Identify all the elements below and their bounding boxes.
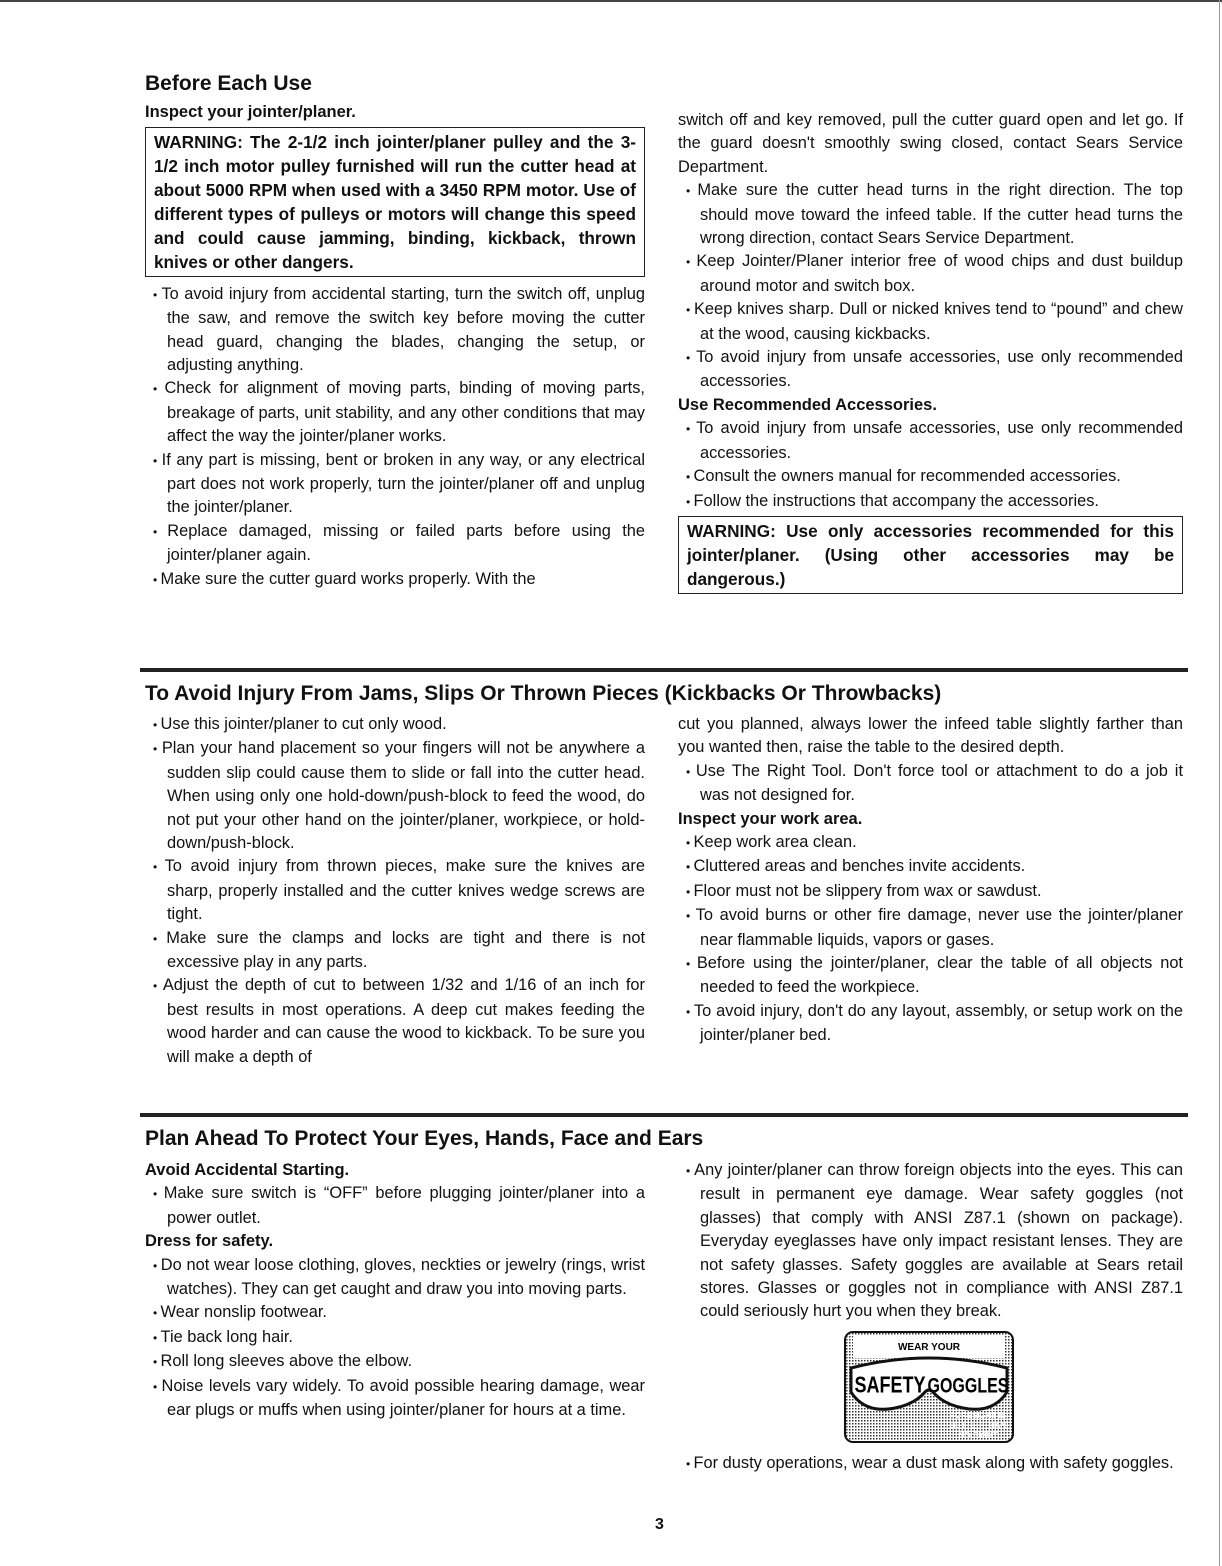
section-2-left-column xyxy=(145,713,645,1069)
section-2-right-column xyxy=(678,713,1183,1048)
bullet-item: • To avoid injury, don't do any layout, assembly, or setup work on the jointer/planer bed. xyxy=(678,1000,1183,1048)
logo-text: SAFETY xyxy=(854,1372,926,1398)
bullet-item: • To avoid burns or other fire damage, never use the jointer/planer near flammable liquids, vapors or gases. xyxy=(678,904,1183,952)
subheading: Dress for safety. xyxy=(145,1232,274,1251)
bullet-item: • Tie back long hair. xyxy=(145,1326,645,1350)
logo-text: GOGGLES xyxy=(927,1373,1009,1397)
bullet-item: • Floor must not be slippery from wax or sawdust. xyxy=(678,880,1183,904)
svg-text:BETTER THAN: BETTER THAN xyxy=(949,1420,1007,1430)
bullet-item: • Keep Jointer/Planer interior free of wood chips and dust buildup around motor and switch box. xyxy=(678,250,1183,298)
bullet-item: • To avoid injury from unsafe accessories, use only recommended accessories. xyxy=(678,417,1183,465)
bullet-item: • Make sure the cutter head turns in the right direction. The top should move toward the infeed table. If the cutter head turns the wrong direction, contact Sears Service Department. xyxy=(678,179,1183,250)
page-number: 3 xyxy=(655,1516,664,1533)
paragraph-continuation: switch off and key removed, pull the cutter guard open and let go. If the guard doesn't smoothly swing closed, contact Sears Service Department. xyxy=(678,111,1183,176)
section-title: Plan Ahead To Protect Your Eyes, Hands, Face and Ears xyxy=(145,1127,704,1150)
bullet-item: • Adjust the depth of cut to between 1/32 and 1/16 of an inch for best results in most operations. A deep cut makes feeding the wood harder and can cause the wood to kickback. To be sure you will make a depth of xyxy=(145,974,645,1069)
subheading: Inspect your jointer/planer. xyxy=(145,103,356,122)
bullet-item: • Cluttered areas and benches invite accidents. xyxy=(678,855,1183,879)
bullet-item: • Keep work area clean. xyxy=(678,831,1183,855)
safety-goggles-illustration xyxy=(843,1330,1015,1444)
bullet-item: • To avoid injury from accidental starting, turn the switch off, unplug the saw, and remove the switch key before moving the cutter head guard, changing the blades, changing the setup, or adjusting anything. xyxy=(145,283,645,378)
page-border-right xyxy=(1219,0,1220,1566)
bullet-item: • Consult the owners manual for recommended accessories. xyxy=(678,465,1183,489)
section-title: To Avoid Injury From Jams, Slips Or Thrown Pieces (Kickbacks Or Throwbacks) xyxy=(145,682,942,705)
section-3-left-column xyxy=(145,1159,645,1422)
bullet-item: • Wear nonslip footwear. xyxy=(145,1301,645,1325)
bullet-item: • Use The Right Tool. Don't force tool or attachment to do a job it was not designed for. xyxy=(678,760,1183,808)
subheading: Avoid Accidental Starting. xyxy=(145,1161,350,1179)
bullet-item: • Do not wear loose clothing, gloves, neckties or jewelry (rings, wrist watches). They can get caught and draw you into moving parts. xyxy=(145,1254,645,1302)
bullet-item: • If any part is missing, bent or broken in any way, or any electrical part does not work properly, turn the jointer/planer off and unplug the jointer/planer. xyxy=(145,449,645,520)
section-1-left-column xyxy=(145,72,645,592)
section-divider xyxy=(140,1113,1188,1117)
bullet-item: • Noise levels vary widely. To avoid possible hearing damage, wear ear plugs or muffs when using jointer/planer for hours at a time. xyxy=(145,1375,645,1423)
bullet-item: • To avoid injury from thrown pieces, make sure the knives are sharp, properly installed and the cutter knives wedge screws are tight. xyxy=(145,855,645,926)
subheading: Use Recommended Accessories. xyxy=(678,395,937,414)
paragraph-continuation: cut you planned, always lower the infeed table slightly farther than you wanted then, raise the table to the desired depth. xyxy=(678,715,1183,757)
section-1-right-column xyxy=(678,109,1183,600)
subheading: Inspect your work area. xyxy=(678,809,863,828)
bullet-item: • Replace damaged, missing or failed parts before using the jointer/planer again. xyxy=(145,520,645,568)
section-divider xyxy=(140,668,1188,672)
svg-text:FORESIGHT IS: FORESIGHT IS xyxy=(949,1410,1007,1420)
warning-box: WARNING: The 2-1/2 inch jointer/planer pulley and the 3-1/2 inch motor pulley furnished will run the cutter head at about 5000 RPM when used with a 3450 RPM motor. Use of different types of pulleys or motors will change this speed and could cause jamming, binding, kickback, thrown knives or other dangers. xyxy=(145,127,645,277)
warning-box: WARNING: Use only accessories recommended for this jointer/planer. (Using other accessories may be dangerous.) xyxy=(678,516,1183,594)
logo-text: WEAR YOUR xyxy=(897,1341,961,1353)
page-border-top xyxy=(0,0,1222,2)
section-3-right-column xyxy=(678,1159,1183,1476)
bullet-item: • Roll long sleeves above the elbow. xyxy=(145,1350,645,1374)
bullet-item: • Keep knives sharp. Dull or nicked knives tend to “pound” and chew at the wood, causing kickbacks. xyxy=(678,298,1183,346)
bullet-item: • To avoid injury from unsafe accessories, use only recommended accessories. xyxy=(678,346,1183,394)
bullet-item: • Any jointer/planer can throw foreign objects into the eyes. This can result in permanent eye damage. Wear safety goggles (not glasses) that comply with ANSI Z87.1 (shown on package). Everyday eyeglasses have only impact resistant lenses. They are not safety glasses. Safety goggles are available at Sears retail stores. Glasses or goggles not in compliance with ANSI Z87.1 could seriously hurt you when they break. xyxy=(678,1159,1183,1324)
bullet-item: • Make sure the cutter guard works properly. With the xyxy=(145,568,645,592)
bullet-item: • Check for alignment of moving parts, binding of moving parts, breakage of parts, unit stability, and any other conditions that may affect the way the jointer/planer works. xyxy=(145,377,645,448)
section-title: Before Each Use xyxy=(145,72,312,95)
bullet-item: • Make sure the clamps and locks are tight and there is not excessive play in any parts. xyxy=(145,927,645,975)
svg-text:NO SIGHT: NO SIGHT xyxy=(958,1430,998,1440)
bullet-item: • For dusty operations, wear a dust mask along with safety goggles. xyxy=(678,1452,1183,1476)
bullet-item: • Before using the jointer/planer, clear the table of all objects not needed to feed the workpiece. xyxy=(678,952,1183,1000)
bullet-item: • Use this jointer/planer to cut only wood. xyxy=(145,713,645,737)
bullet-item: • Make sure switch is “OFF” before plugging jointer/planer into a power outlet. xyxy=(145,1182,645,1230)
bullet-item: • Follow the instructions that accompany the accessories. xyxy=(678,490,1183,514)
bullet-item: • Plan your hand placement so your fingers will not be anywhere a sudden slip could cause them to slide or fall into the cutter head. When using only one hold-down/push-block to feed the wood, do not put your other hand on the jointer/planer, workpiece, or hold-down/push-block. xyxy=(145,737,645,855)
